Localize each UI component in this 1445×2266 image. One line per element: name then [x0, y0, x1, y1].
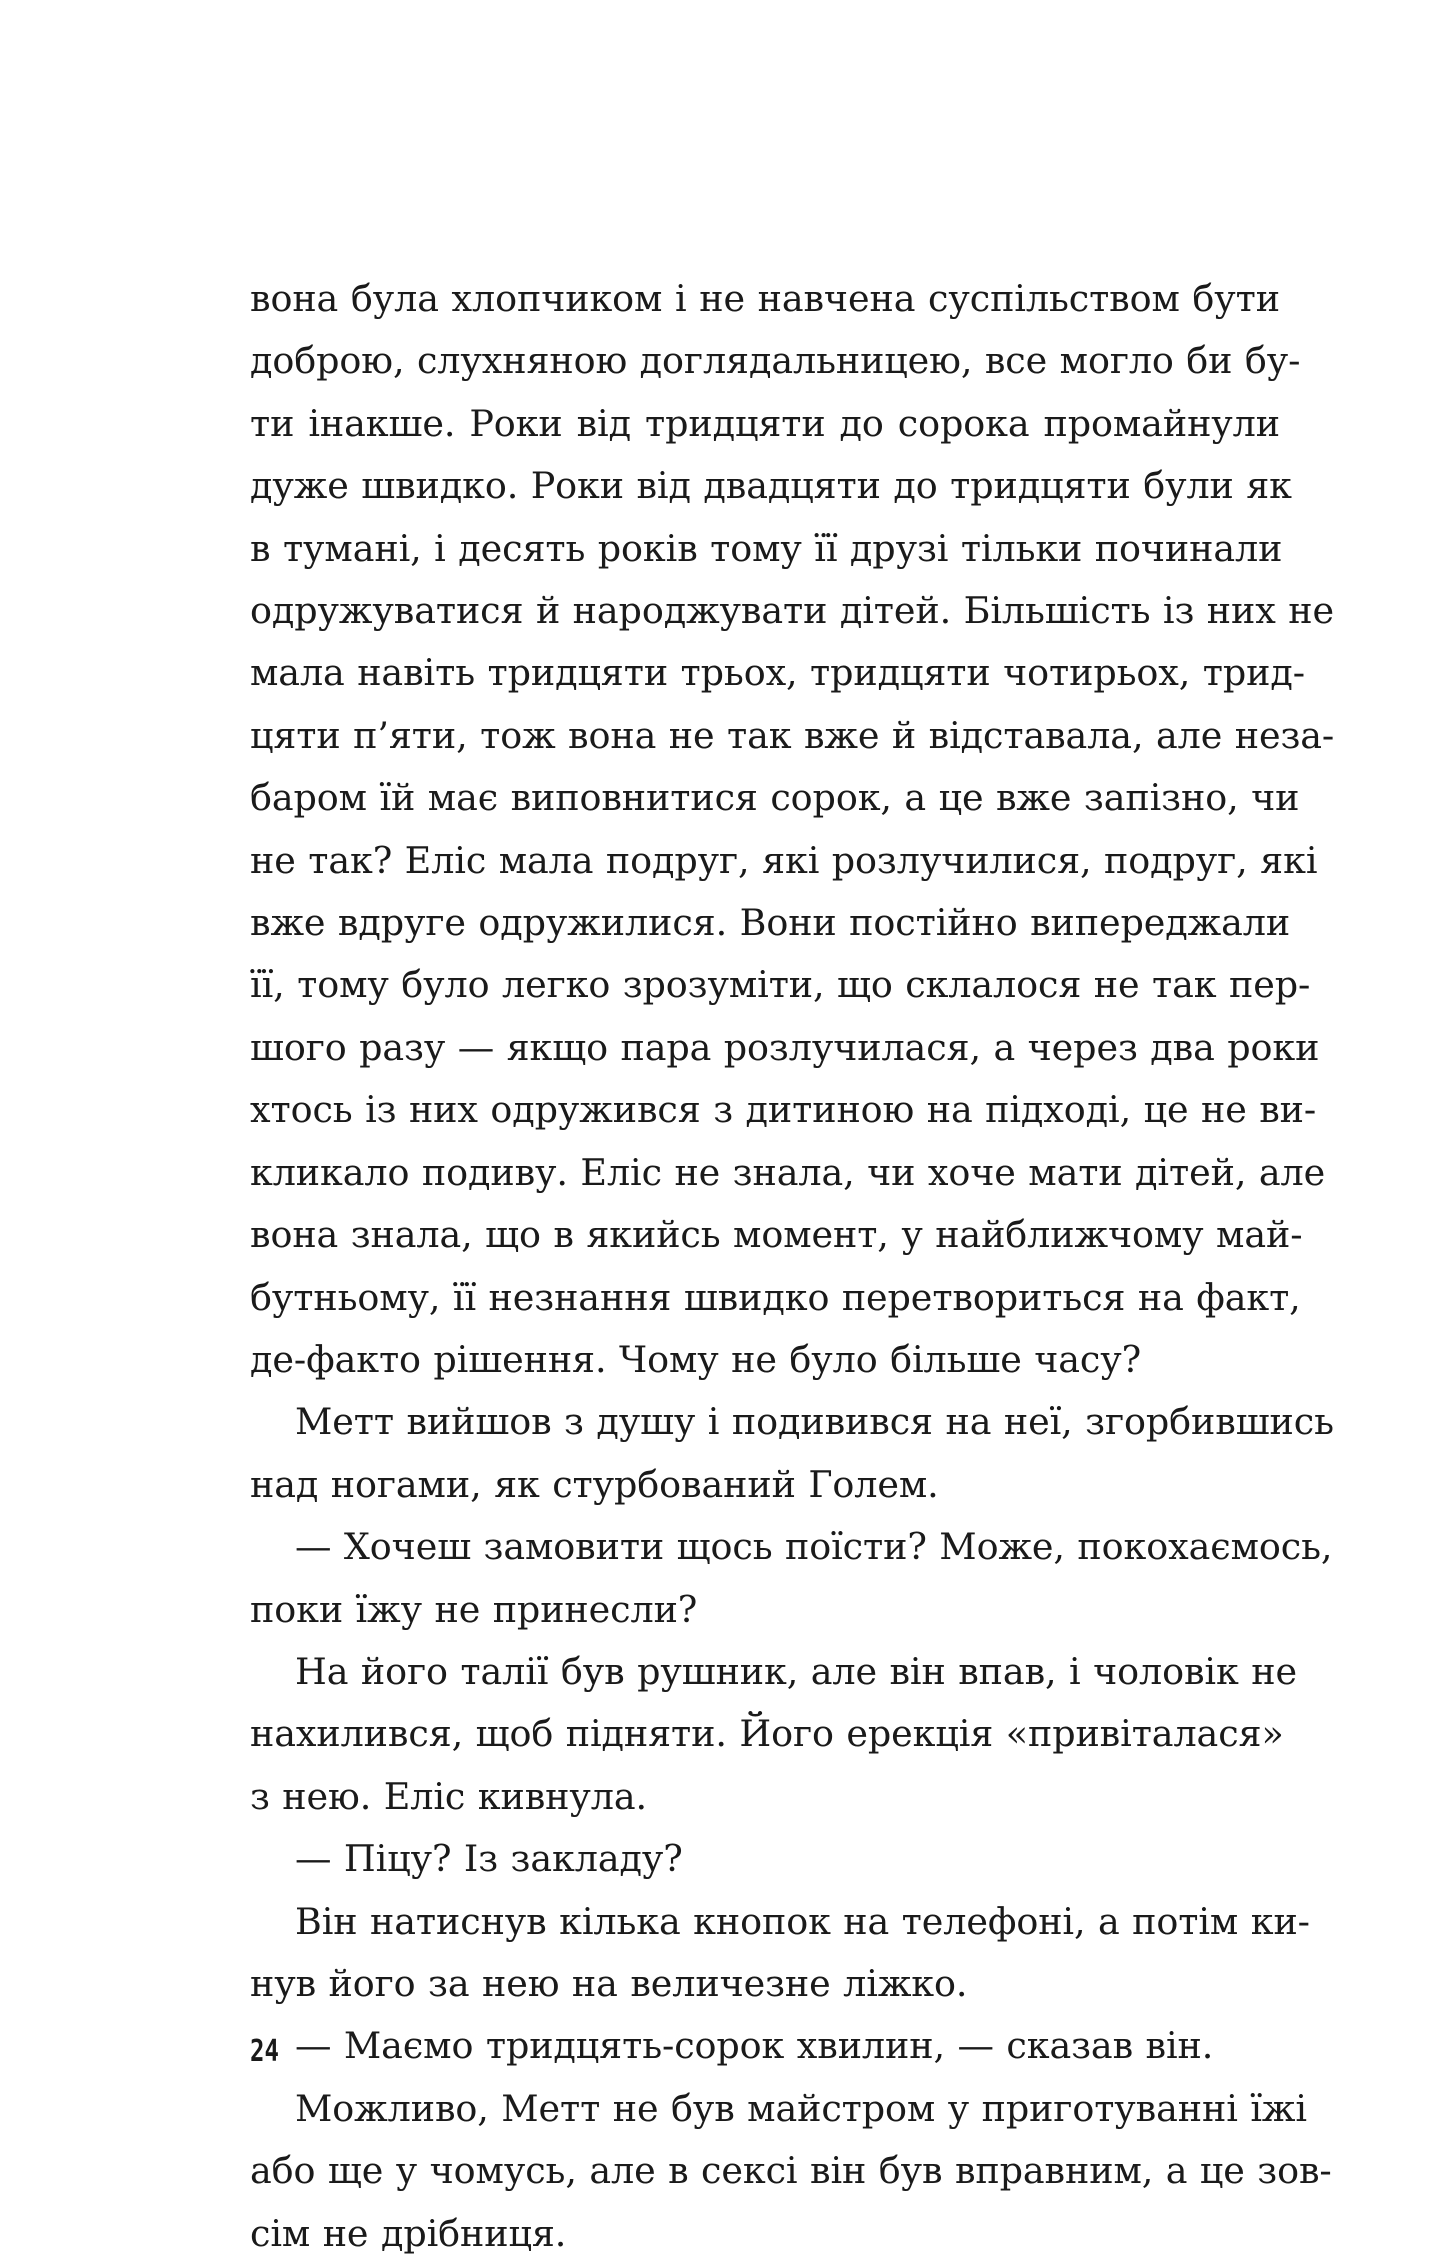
text-line: поки їжу не принесли? — [250, 1587, 698, 1631]
text-line: в тумані, і десять років тому її друзі тільки починали — [250, 526, 1283, 570]
page-number: 24 — [250, 2034, 279, 2069]
body-text — [250, 268, 1335, 2265]
text-line: — Маємо тридцять-сорок хвилин, — сказав він. — [295, 2024, 1214, 2068]
text-line: одружуватися й народжувати дітей. Більшість із них не — [250, 589, 1334, 633]
text-line: мала навіть тридцяти трьох, тридцяти чотирьох, трид- — [250, 651, 1305, 695]
text-line: нахилився, щоб підняти. Його ерекція «привіталася» — [250, 1712, 1284, 1756]
text-line: вона знала, що в якийсь момент, у найближчому май- — [250, 1213, 1303, 1257]
text-line: вже вдруге одружилися. Вони постійно випереджали — [250, 901, 1291, 945]
text-line: Можливо, Метт не був майстром у приготуванні їжі — [295, 2086, 1307, 2130]
text-line: вона була хлопчиком і не навчена суспільством бути — [250, 277, 1280, 320]
text-line: її, тому було легко зрозуміти, що склалося не так пер- — [250, 963, 1311, 1007]
text-line: На його талії був рушник, але він впав, і чоловік не — [295, 1649, 1297, 1693]
text-line: з нею. Еліс кивнула. — [250, 1774, 648, 1818]
text-line: бутньому, її незнання швидко перетвориться на факт, — [250, 1275, 1301, 1319]
text-line: сім не дрібниця. — [250, 2211, 567, 2255]
text-line: не так? Еліс мала подруг, які розлучилися, подруг, які — [250, 838, 1318, 882]
text-line: хтось із них одружився з дитиною на підході, це не ви- — [250, 1088, 1317, 1132]
text-line: доброю, слухняною доглядальницею, все могло би бу- — [250, 339, 1301, 383]
text-line: нув його за нею на величезне ліжко. — [250, 1961, 968, 2005]
text-line: шого разу — якщо пара розлучилася, а через два роки — [250, 1025, 1320, 1069]
text-line: кликало подиву. Еліс не знала, чи хоче мати дітей, але — [250, 1150, 1326, 1194]
text-line: цяти п’яти, тож вона не так вже й відставала, але неза- — [250, 713, 1335, 757]
text-line: — Хочеш замовити щось поїсти? Може, покохаємось, — [295, 1525, 1333, 1569]
text-line: над ногами, як стурбований Голем. — [250, 1462, 939, 1506]
text-line: де-факто рішення. Чому не було більше часу? — [250, 1337, 1142, 1381]
text-line: або ще у чомусь, але в сексі він був вправним, а це зов- — [250, 2149, 1332, 2193]
text-line: баром їй має виповнитися сорок, а це вже запізно, чи — [250, 776, 1300, 820]
text-line: — Піцу? Із закладу? — [295, 1837, 683, 1881]
text-line: Він натиснув кілька кнопок на телефоні, а потім ки- — [295, 1899, 1310, 1943]
text-line: Метт вийшов з душу і подивився на неї, згорбившись — [295, 1400, 1334, 1444]
text-line: ти інакше. Роки від тридцяти до сорока промайнули — [250, 401, 1280, 445]
text-line: дуже швидко. Роки від двадцяти до тридцяти були як — [250, 464, 1292, 508]
